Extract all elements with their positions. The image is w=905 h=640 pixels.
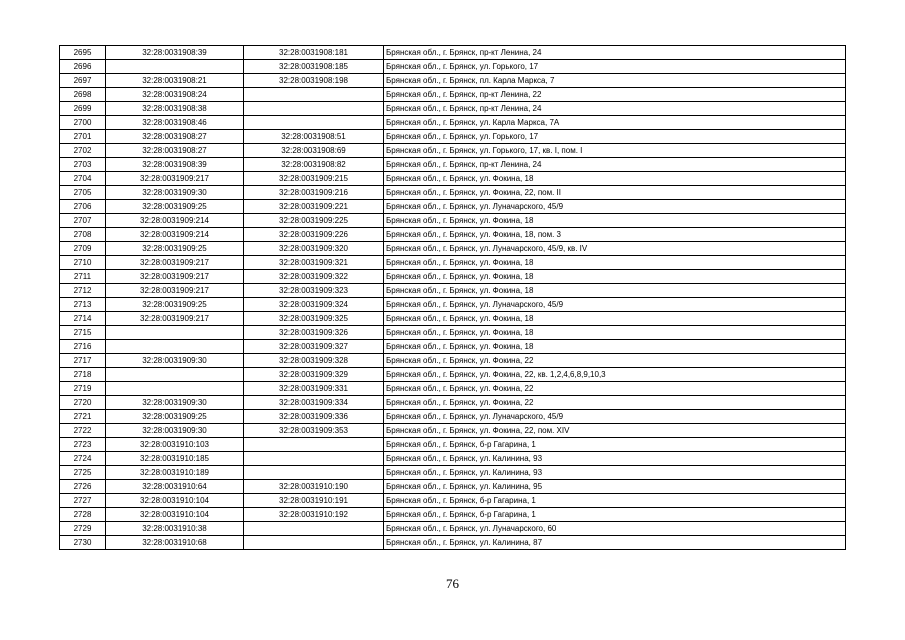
cadastral-number-parcel-cell: 32:28:0031908:39 [106,46,244,60]
address-cell: Брянская обл., г. Брянск, ул. Фокина, 18 [384,256,846,270]
address-cell: Брянская обл., г. Брянск, ул. Фокина, 18 [384,214,846,228]
cadastral-number-parcel-cell: 32:28:0031909:217 [106,270,244,284]
cadastral-number-object-cell: 32:28:0031909:322 [244,270,384,284]
cadastral-number-object-cell: 32:28:0031909:331 [244,382,384,396]
address-cell: Брянская обл., г. Брянск, пр-кт Ленина, 24 [384,46,846,60]
table-row [60,242,846,256]
address-cell: Брянская обл., г. Брянск, ул. Горького, 17 [384,60,846,74]
cadastral-number-object-cell: 32:28:0031909:215 [244,172,384,186]
address-cell: Брянская обл., г. Брянск, ул. Калинина, 93 [384,452,846,466]
cadastral-number-parcel-cell [106,60,244,74]
row-number-cell: 2710 [60,256,106,270]
cadastral-number-object-cell [244,438,384,452]
address-cell: Брянская обл., г. Брянск, ул. Фокина, 22 [384,354,846,368]
row-number-cell: 2708 [60,228,106,242]
cadastral-number-object-cell: 32:28:0031910:190 [244,480,384,494]
cadastral-number-object-cell: 32:28:0031909:336 [244,410,384,424]
table-row [60,158,846,172]
address-cell: Брянская обл., г. Брянск, ул. Фокина, 18 [384,284,846,298]
cadastral-number-parcel-cell: 32:28:0031909:30 [106,396,244,410]
row-number-cell: 2700 [60,116,106,130]
table-row [60,340,846,354]
address-cell: Брянская обл., г. Брянск, б-р Гагарина, 1 [384,494,846,508]
cadastral-number-object-cell: 32:28:0031908:198 [244,74,384,88]
row-number-cell: 2720 [60,396,106,410]
table-row [60,60,846,74]
address-cell: Брянская обл., г. Брянск, пр-кт Ленина, 22 [384,88,846,102]
address-cell: Брянская обл., г. Брянск, ул. Карла Маркса, 7А [384,116,846,130]
table-row [60,326,846,340]
row-number-cell: 2705 [60,186,106,200]
cadastral-number-object-cell: 32:28:0031909:221 [244,200,384,214]
row-number-cell: 2721 [60,410,106,424]
address-cell: Брянская обл., г. Брянск, пл. Карла Маркса, 7 [384,74,846,88]
table-row [60,172,846,186]
row-number-cell: 2717 [60,354,106,368]
table-row [60,74,846,88]
cadastral-number-parcel-cell [106,340,244,354]
row-number-cell: 2727 [60,494,106,508]
cadastral-number-object-cell [244,536,384,550]
cadastral-number-object-cell: 32:28:0031910:191 [244,494,384,508]
address-cell: Брянская обл., г. Брянск, ул. Фокина, 18 [384,270,846,284]
address-cell: Брянская обл., г. Брянск, ул. Калинина, 95 [384,480,846,494]
cadastral-number-parcel-cell: 32:28:0031909:217 [106,312,244,326]
row-number-cell: 2701 [60,130,106,144]
address-cell: Брянская обл., г. Брянск, ул. Фокина, 18, пом. 3 [384,228,846,242]
page-number: 76 [446,576,459,591]
address-cell: Брянская обл., г. Брянск, б-р Гагарина, 1 [384,508,846,522]
row-number-cell: 2712 [60,284,106,298]
cadastral-number-parcel-cell: 32:28:0031909:214 [106,214,244,228]
cadastral-number-parcel-cell: 32:28:0031910:103 [106,438,244,452]
row-number-cell: 2703 [60,158,106,172]
address-cell: Брянская обл., г. Брянск, ул. Фокина, 22, пом. II [384,186,846,200]
cadastral-number-object-cell: 32:28:0031909:320 [244,242,384,256]
table-row [60,508,846,522]
address-cell: Брянская обл., г. Брянск, ул. Фокина, 18 [384,312,846,326]
cadastral-number-object-cell [244,116,384,130]
table-row [60,410,846,424]
cadastral-number-parcel-cell: 32:28:0031910:38 [106,522,244,536]
cadastral-number-parcel-cell: 32:28:0031908:21 [106,74,244,88]
address-cell: Брянская обл., г. Брянск, ул. Фокина, 18 [384,340,846,354]
table-row [60,298,846,312]
cadastral-number-parcel-cell: 32:28:0031909:30 [106,424,244,438]
table-row [60,382,846,396]
cadastral-number-object-cell: 32:28:0031910:192 [244,508,384,522]
row-number-cell: 2711 [60,270,106,284]
row-number-cell: 2706 [60,200,106,214]
address-cell: Брянская обл., г. Брянск, пр-кт Ленина, 24 [384,158,846,172]
cadastral-number-object-cell: 32:28:0031908:185 [244,60,384,74]
table-row [60,228,846,242]
cadastral-number-object-cell: 32:28:0031908:181 [244,46,384,60]
cadastral-number-parcel-cell: 32:28:0031908:38 [106,102,244,116]
address-cell: Брянская обл., г. Брянск, ул. Фокина, 22 [384,382,846,396]
registry-table-body [60,46,846,550]
table-row [60,130,846,144]
row-number-cell: 2723 [60,438,106,452]
row-number-cell: 2729 [60,522,106,536]
address-cell: Брянская обл., г. Брянск, ул. Луначарского, 45/9, кв. IV [384,242,846,256]
cadastral-number-parcel-cell: 32:28:0031908:24 [106,88,244,102]
cadastral-number-object-cell: 32:28:0031909:326 [244,326,384,340]
cadastral-number-object-cell [244,102,384,116]
cadastral-number-parcel-cell: 32:28:0031910:189 [106,466,244,480]
row-number-cell: 2715 [60,326,106,340]
cadastral-number-object-cell [244,466,384,480]
address-cell: Брянская обл., г. Брянск, пр-кт Ленина, 24 [384,102,846,116]
address-cell: Брянская обл., г. Брянск, б-р Гагарина, 1 [384,438,846,452]
cadastral-number-object-cell: 32:28:0031909:325 [244,312,384,326]
cadastral-number-object-cell: 32:28:0031909:334 [244,396,384,410]
cadastral-number-parcel-cell: 32:28:0031908:27 [106,144,244,158]
table-row [60,312,846,326]
cadastral-number-parcel-cell: 32:28:0031909:25 [106,298,244,312]
row-number-cell: 2714 [60,312,106,326]
row-number-cell: 2724 [60,452,106,466]
cadastral-number-object-cell: 32:28:0031909:327 [244,340,384,354]
row-number-cell: 2707 [60,214,106,228]
table-row [60,494,846,508]
address-cell: Брянская обл., г. Брянск, ул. Луначарского, 45/9 [384,298,846,312]
cadastral-number-parcel-cell: 32:28:0031909:217 [106,256,244,270]
cadastral-number-object-cell: 32:28:0031909:225 [244,214,384,228]
cadastral-number-parcel-cell: 32:28:0031910:104 [106,508,244,522]
cadastral-number-parcel-cell: 32:28:0031908:46 [106,116,244,130]
table-row [60,466,846,480]
address-cell: Брянская обл., г. Брянск, ул. Горького, 17 [384,130,846,144]
cadastral-number-parcel-cell: 32:28:0031910:64 [106,480,244,494]
address-cell: Брянская обл., г. Брянск, ул. Фокина, 18 [384,326,846,340]
row-number-cell: 2709 [60,242,106,256]
cadastral-number-object-cell: 32:28:0031909:353 [244,424,384,438]
cadastral-number-parcel-cell [106,368,244,382]
cadastral-number-parcel-cell: 32:28:0031910:104 [106,494,244,508]
table-row [60,396,846,410]
row-number-cell: 2718 [60,368,106,382]
address-cell: Брянская обл., г. Брянск, ул. Фокина, 22, кв. 1,2,4,6,8,9,10,3 [384,368,846,382]
table-row [60,102,846,116]
cadastral-number-object-cell: 32:28:0031909:324 [244,298,384,312]
cadastral-number-parcel-cell: 32:28:0031909:25 [106,200,244,214]
cadastral-number-parcel-cell: 32:28:0031910:185 [106,452,244,466]
table-row [60,452,846,466]
address-cell: Брянская обл., г. Брянск, ул. Луначарского, 45/9 [384,410,846,424]
row-number-cell: 2713 [60,298,106,312]
cadastral-number-parcel-cell: 32:28:0031908:39 [106,158,244,172]
cadastral-number-object-cell: 32:28:0031909:226 [244,228,384,242]
table-row [60,214,846,228]
cadastral-number-object-cell [244,522,384,536]
table-row [60,88,846,102]
cadastral-number-parcel-cell: 32:28:0031909:25 [106,410,244,424]
row-number-cell: 2695 [60,46,106,60]
cadastral-number-parcel-cell: 32:28:0031909:30 [106,354,244,368]
cadastral-number-object-cell [244,452,384,466]
row-number-cell: 2696 [60,60,106,74]
table-row [60,200,846,214]
cadastral-number-parcel-cell: 32:28:0031910:68 [106,536,244,550]
registry-table [59,45,846,550]
table-row [60,270,846,284]
address-cell: Брянская обл., г. Брянск, ул. Фокина, 22, пом. XIV [384,424,846,438]
cadastral-number-parcel-cell: 32:28:0031909:217 [106,284,244,298]
cadastral-number-parcel-cell: 32:28:0031909:217 [106,172,244,186]
table-row [60,186,846,200]
table-row [60,284,846,298]
cadastral-number-object-cell: 32:28:0031909:216 [244,186,384,200]
address-cell: Брянская обл., г. Брянск, ул. Калинина, 87 [384,536,846,550]
table-row [60,368,846,382]
cadastral-number-parcel-cell [106,382,244,396]
row-number-cell: 2719 [60,382,106,396]
cadastral-number-object-cell: 32:28:0031909:321 [244,256,384,270]
row-number-cell: 2716 [60,340,106,354]
row-number-cell: 2704 [60,172,106,186]
table-row [60,480,846,494]
address-cell: Брянская обл., г. Брянск, ул. Луначарского, 60 [384,522,846,536]
cadastral-number-object-cell [244,88,384,102]
row-number-cell: 2728 [60,508,106,522]
cadastral-number-object-cell: 32:28:0031908:82 [244,158,384,172]
address-cell: Брянская обл., г. Брянск, ул. Луначарского, 45/9 [384,200,846,214]
cadastral-number-parcel-cell: 32:28:0031909:25 [106,242,244,256]
table-row [60,354,846,368]
cadastral-number-parcel-cell: 32:28:0031908:27 [106,130,244,144]
cadastral-number-object-cell: 32:28:0031909:323 [244,284,384,298]
table-row [60,116,846,130]
table-row [60,536,846,550]
table-row [60,256,846,270]
row-number-cell: 2697 [60,74,106,88]
cadastral-number-parcel-cell: 32:28:0031909:30 [106,186,244,200]
cadastral-number-parcel-cell: 32:28:0031909:214 [106,228,244,242]
row-number-cell: 2698 [60,88,106,102]
cadastral-number-object-cell: 32:28:0031908:69 [244,144,384,158]
address-cell: Брянская обл., г. Брянск, ул. Калинина, 93 [384,466,846,480]
cadastral-number-object-cell: 32:28:0031908:51 [244,130,384,144]
table-row [60,144,846,158]
address-cell: Брянская обл., г. Брянск, ул. Фокина, 22 [384,396,846,410]
table-row [60,522,846,536]
row-number-cell: 2702 [60,144,106,158]
row-number-cell: 2722 [60,424,106,438]
row-number-cell: 2699 [60,102,106,116]
table-row [60,438,846,452]
table-row [60,46,846,60]
address-cell: Брянская обл., г. Брянск, ул. Горького, 17, кв. I, пом. I [384,144,846,158]
cadastral-number-parcel-cell [106,326,244,340]
cadastral-number-object-cell: 32:28:0031909:328 [244,354,384,368]
row-number-cell: 2730 [60,536,106,550]
row-number-cell: 2725 [60,466,106,480]
table-row [60,424,846,438]
row-number-cell: 2726 [60,480,106,494]
cadastral-number-object-cell: 32:28:0031909:329 [244,368,384,382]
address-cell: Брянская обл., г. Брянск, ул. Фокина, 18 [384,172,846,186]
